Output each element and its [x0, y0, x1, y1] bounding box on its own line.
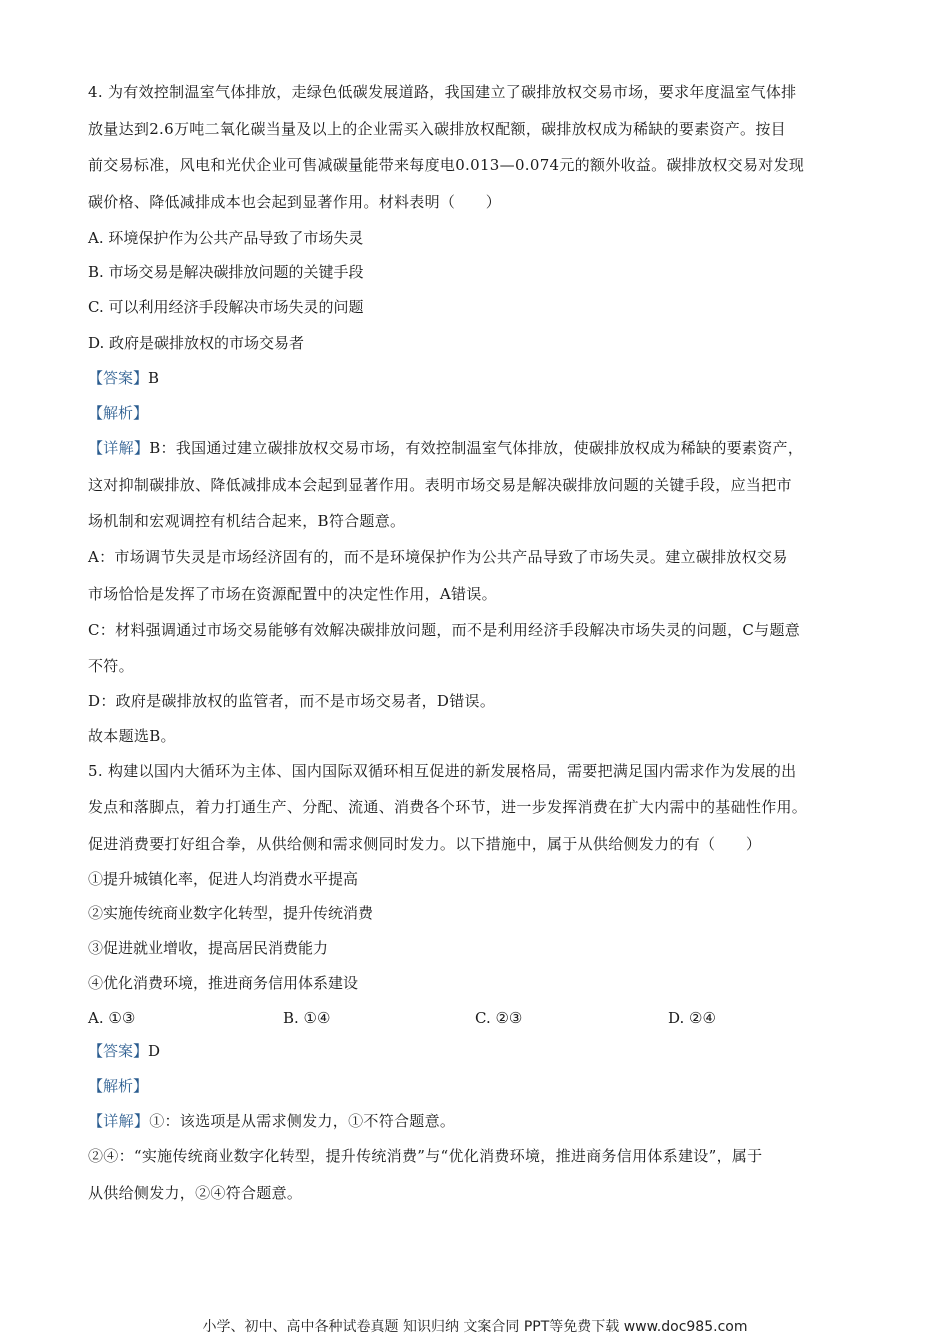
q5-detail-line-3: 从供给侧发力，②④符合题意。: [88, 1184, 303, 1202]
answer-tag: 【答案】: [88, 1042, 149, 1060]
q4-detail-line-8: D：政府是碳排放权的监管者，而不是市场交易者，D错误。: [88, 692, 496, 710]
q5-stem-line-2: 发点和落脚点，着力打通生产、分配、流通、消费各个环节，进一步发挥消费在扩大内需中的基础性作用。: [88, 798, 808, 816]
q4-detail-line-2: 这对抑制碳排放、降低减排成本会起到显著作用。表明市场交易是解决碳排放问题的关键手段，应当把市: [88, 476, 792, 494]
detail-tag: 【详解】: [88, 1112, 150, 1130]
detail-tag: 【详解】: [88, 439, 150, 457]
q4-detail-line-7: 不符。: [88, 657, 134, 675]
q5-stem-line-3: 促进消费要打好组合拳，从供给侧和需求侧同时发力。以下措施中，属于从供给侧发力的有（ ）: [88, 835, 762, 853]
q4-detail-line-5: 市场恰恰是发挥了市场在资源配置中的决定性作用，A错误。: [88, 585, 497, 603]
q5-choices: [88, 1008, 878, 1028]
detail-text: ①：该选项是从需求侧发力，①不符合题意。: [149, 1112, 456, 1130]
answer-value: B: [148, 369, 160, 387]
q4-analysis-heading: [88, 403, 878, 423]
q4-detail-line-6: C：材料强调通过市场交易能够有效解决碳排放问题，而不是利用经济手段解决市场失灵的问题，C与题意: [88, 621, 801, 639]
q5-item-2: ②实施传统商业数字化转型，提升传统消费: [88, 904, 374, 922]
analysis-tag: 【解析】: [88, 404, 149, 422]
answer-value: D: [148, 1042, 161, 1060]
detail-text: B：我国通过建立碳排放权交易市场，有效控制温室气体排放，使碳排放权成为稀缺的要素资产，: [149, 439, 804, 457]
q5-analysis-heading: [88, 1076, 878, 1096]
q4-answer: [88, 368, 878, 388]
q5-detail-line-1: [88, 1111, 878, 1131]
q5-item-3: ③促进就业增收，提高居民消费能力: [88, 939, 329, 957]
q4-detail-line-3: 场机制和宏观调控有机结合起来，B符合题意。: [88, 512, 406, 530]
q5-stem-line-1: 5. 构建以国内大循环为主体、国内国际双循环相互促进的新发展格局，需要把满足国内需求作为发展的出: [88, 762, 797, 780]
q5-detail-line-2: ②④：“实施传统商业数字化转型，提升传统消费”与“优化消费环境，推进商务信用体系建设”，属于: [88, 1147, 763, 1165]
q4-option-b: B. 市场交易是解决碳排放问题的关键手段: [88, 263, 364, 281]
answer-tag: 【答案】: [88, 369, 149, 387]
q4-stem-line-2: 放量达到2.6万吨二氧化碳当量及以上的企业需买入碳排放权配额，碳排放权成为稀缺的要素资产。按目: [88, 120, 786, 138]
q4-detail-line-1: [88, 438, 878, 458]
q5-item-1: ①提升城镇化率，促进人均消费水平提高: [88, 870, 359, 888]
q4-option-c: C. 可以利用经济手段解决市场失灵的问题: [88, 298, 364, 316]
q4-detail-line-9: 故本题选B。: [88, 727, 176, 745]
q5-item-4: ④优化消费环境，推进商务信用体系建设: [88, 974, 359, 992]
q4-stem-line-3: 前交易标准，风电和光伏企业可售减碳量能带来每度电0.013—0.074元的额外收益。碳排放权交易对发现: [88, 156, 805, 174]
q4-detail-line-4: A：市场调节失灵是市场经济固有的，而不是环境保护作为公共产品导致了市场失灵。建立碳排放权交易: [88, 548, 788, 566]
q4-option-d: D. 政府是碳排放权的市场交易者: [88, 334, 305, 352]
q5-choice-a: A. ①③: [88, 1009, 136, 1027]
q5-answer: [88, 1041, 878, 1061]
q5-choice-d: D. ②④: [668, 1009, 716, 1027]
q4-stem-line-1: 4. 为有效控制温室气体排放，走绿色低碳发展道路，我国建立了碳排放权交易市场，要求年度温室气体排: [88, 83, 797, 101]
q5-choice-b: B. ①④: [283, 1009, 331, 1027]
q4-option-a: A. 环境保护作为公共产品导致了市场失灵: [88, 229, 364, 247]
analysis-tag: 【解析】: [88, 1077, 149, 1095]
q5-choice-c: C. ②③: [475, 1009, 523, 1027]
q4-stem-line-4: 碳价格、降低减排成本也会起到显著作用。材料表明（ ）: [88, 193, 502, 211]
page-footer: 小学、初中、高中各种试卷真题 知识归纳 文案合同 PPT等免费下载 www.doc985.com: [202, 1319, 748, 1335]
